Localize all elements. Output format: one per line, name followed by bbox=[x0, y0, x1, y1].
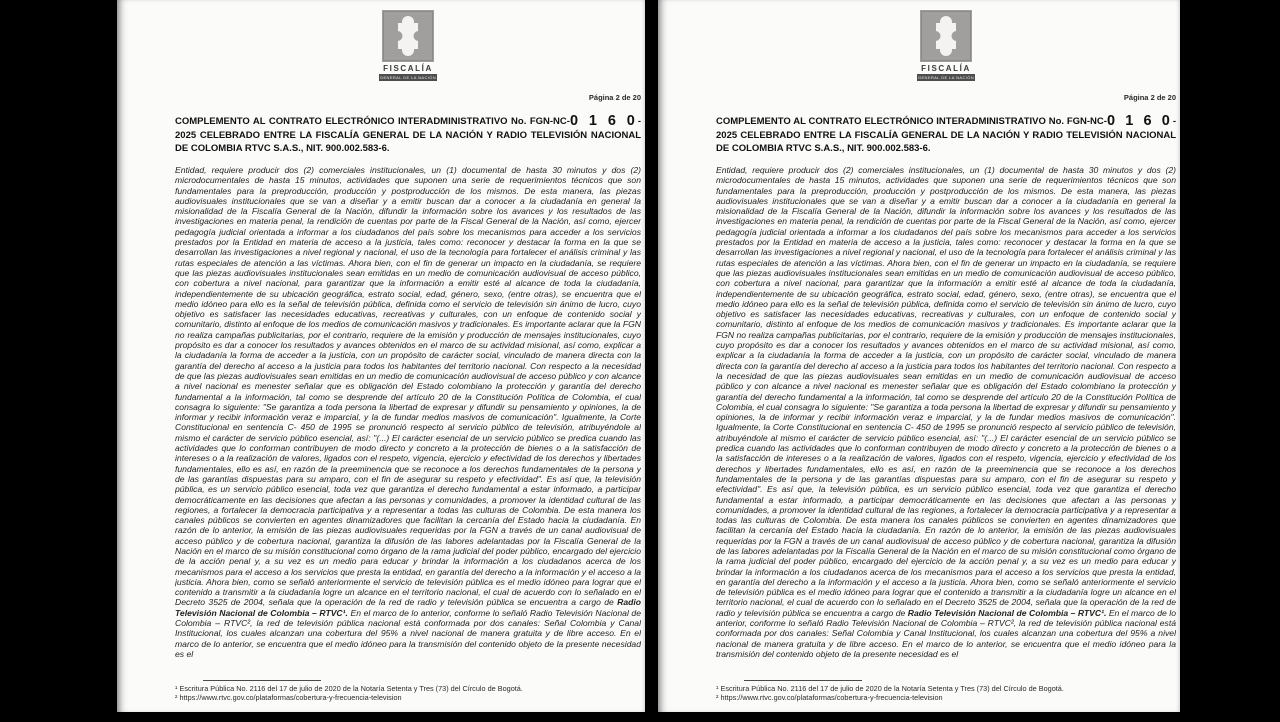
page-number: Página 2 de 20 bbox=[588, 93, 641, 102]
footnote-separator bbox=[203, 680, 321, 681]
title-rest: CELEBRADO ENTRE LA FISCALÍA GENERAL DE LA NACIÓN Y RADIO TELEVISIÓN NACIONAL DE COLOMBIA RTVC S.A.S., NIT. 900.002.583-6. bbox=[716, 129, 1176, 154]
document-body: Entidad, requiere producir dos (2) comerciales institucionales, un (1) documental de hasta 30 minutos y dos (2) microdocumentales de hasta 15 minutos, actividades que suponen una serie de requerimientos técnicos que son fundamentales para la preproducción, producción y postproducción de los mismos. De esta manera, las piezas audiovisuales institucionales que se van a diseñar y a emitir buscan dar a conocer a la ciudadanía en general la misionalidad de la Fiscalía General de la Nación, difundir la información sobre los avances y los resultados de las investigaciones en materia penal, la rendición de cuentas por parte de la Fiscal General de la Nación, así como, ejercer pedagogía judicial orientada a informar a los ciudadanos del país sobre los mecanismos para acceder a los servicios prestados por la Entidad en materia de acceso a la justicia, tales como: reconocer y destacar la forma en la que se desarrollan las investigaciones a nivel regional y nacional, el uso de la tecnología para fortalecer el análisis criminal y las rutas especiales de atención a las víctimas. Ahora bien, con el fin de generar un impacto en la ciudadanía, se requiere que las piezas audiovisuales institucionales sean emitidas en un medio de comunicación audiovisual de acceso público, con cobertura a nivel nacional, para garantizar que la información a emitir esté al alcance de toda la ciudadanía, independientemente de su ubicación geográfica, estrato social, edad, género, sexo, (entre otras), se encuentra que el medio idóneo para ello es la señal de televisión pública, definida como el servicio de televisión sin ánimo de lucro, cuyo objetivo es satisfacer las necesidades educativas, recreativas y culturales, con un enfoque de contenido social y comunitario, distinto al enfoque de los medios de comunicación masivos y tradicionales. Es importante aclarar que la FGN no realiza campañas publicitarias, por el contrario, requiere de la emisión y producción de mensajes institucionales, cuyo propósito es dar a conocer los resultados y avances obtenidos en el marco de su actividad misional, así como, explicar a la ciudadanía la forma de acceder a la justicia, con un propósito de carácter social, vinculado de manera directa con la garantía del derecho al acceso a la justicia para todos los habitantes del territorio nacional. Con respecto a la necesidad de que las piezas audiovisuales sean emitidas en un medio de comunicación audiovisual de acceso público y con alcance a nivel nacional es menester señalar que es obligación del Estado colombiano la protección y garantía del derecho fundamental a la información, tal como se desprende del artículo 20 de la Constitución Política de Colombia, el cual consagra lo siguiente: "Se garantiza a toda persona la libertad de expresar y difundir su pensamiento y opiniones, la de informar y recibir información veraz e imparcial, y la de fundar medios masivos de comunicación". Igualmente, la Corte Constitucional en sentencia C- 450 de 1995 se pronunció respecto al servicio público de televisión, atribuyéndole al mismo el carácter de servicio público esencial, así: "(...) El carácter esencial de un servicio público se predica cuando las actividades que lo conforman contribuyen de modo directo y concreto a la protección de bienes o a la satisfacción de intereses o a la realización de valores, ligados con el respeto, vigencia, ejercicio y efectividad de los derechos y libertades fundamentales, ello es así, en razón de la preeminencia que se reconoce a los derechos fundamentales de la persona y de las garantías dispuestas para su amparo, con el fin de asegurar su respeto y efectividad". Es así que, la televisión pública, es un servicio público esencial, toda vez que garantiza el derecho fundamental a estar informado, a participar democráticamente en las decisiones que afectan a las personas y comunidades, a promover la identidad cultural de las regiones, a fortalecer la democracia participativa y a representar a todas las culturas de Colombia. De esta manera los canales públicos se convierten en agentes dinamizadores que facilitan la cercanía del Estado hacia la ciudadanía. En razón de lo anterior, la emisión de las piezas audiovisuales requeridas por la FGN a través de un canal audiovisual de acceso público y de cobertura nacional, garantiza la difusión de las labores adelantadas por la Fiscalía General de la Nación en el marco de su misión constitucional como órgano de la rama judicial del poder público, encargado del ejercicio de la acción penal y, a su vez es un medio para educar y brindar la información a los ciudadanos acerca de los mecanismos para el acceso a los servicios que presta la entidad, en garantía del derecho a la información y el acceso a la justicia. Ahora bien, como se señaló anteriormente el servicio de televisión pública es el medio idóneo para lograr que el contenido a transmitir a la ciudadanía logre un alcance en el territorio nacional, el cual de acuerdo con lo señalado en el Decreto 3525 de 2004, señala que la operación de la red de radio y televisión pública se encuentra a cargo de Radio Televisión Nacional de Colombia – RTVC¹. En el marco de lo anterior, conforme lo señaló Radio Televisión Nacional de Colombia – RTVC², la red de televisión pública nacional está conformada por dos canales: Señal Colombia y Canal Institucional, los cuales alcanzan una cobertura del 95% a nivel nacional de manera gratuita y de libre acceso. En el marco de lo anterior, se encuentra que el medio idóneo para la transmisión del contenido objeto de la presente necesidad es el bbox=[716, 165, 1176, 659]
page-content bbox=[658, 10, 1180, 722]
document-title bbox=[175, 115, 641, 156]
contract-number-stamp: 0 1 6 0 bbox=[1106, 113, 1173, 129]
fiscalia-logo bbox=[917, 10, 975, 81]
logo-subtitle-bar: GENERAL DE LA NACIÓN bbox=[917, 75, 975, 80]
puzzle-piece-icon bbox=[382, 10, 434, 62]
document-body: Entidad, requiere producir dos (2) comerciales institucionales, un (1) documental de hasta 30 minutos y dos (2) microdocumentales de hasta 15 minutos, actividades que suponen una serie de requerimientos técnicos que son fundamentales para la preproducción, producción y postproducción de los mismos. De esta manera, las piezas audiovisuales institucionales que se van a diseñar y a emitir buscan dar a conocer a la ciudadanía en general la misionalidad de la Fiscalía General de la Nación, difundir la información sobre los avances y los resultados de las investigaciones en materia penal, la rendición de cuentas por parte de la Fiscal General de la Nación, así como, ejercer pedagogía judicial orientada a informar a los ciudadanos del país sobre los mecanismos para acceder a los servicios prestados por la Entidad en materia de acceso a la justicia, tales como: reconocer y destacar la forma en la que se desarrollan las investigaciones a nivel regional y nacional, el uso de la tecnología para fortalecer el análisis criminal y las rutas especiales de atención a las víctimas. Ahora bien, con el fin de generar un impacto en la ciudadanía, se requiere que las piezas audiovisuales institucionales sean emitidas en un medio de comunicación audiovisual de acceso público, con cobertura a nivel nacional, para garantizar que la información a emitir esté al alcance de toda la ciudadanía, independientemente de su ubicación geográfica, estrato social, edad, género, sexo, (entre otras), se encuentra que el medio idóneo para ello es la señal de televisión pública, definida como el servicio de televisión sin ánimo de lucro, cuyo objetivo es satisfacer las necesidades educativas, recreativas y culturales, con un enfoque de contenido social y comunitario, distinto al enfoque de los medios de comunicación masivos y tradicionales. Es importante aclarar que la FGN no realiza campañas publicitarias, por el contrario, requiere de la emisión y producción de mensajes institucionales, cuyo propósito es dar a conocer los resultados y avances obtenidos en el marco de su actividad misional, así como, explicar a la ciudadanía la forma de acceder a la justicia, con un propósito de carácter social, vinculado de manera directa con la garantía del derecho al acceso a la justicia para todos los habitantes del territorio nacional. Con respecto a la necesidad de que las piezas audiovisuales sean emitidas en un medio de comunicación audiovisual de acceso público y con alcance a nivel nacional es menester señalar que es obligación del Estado colombiano la protección y garantía del derecho fundamental a la información, tal como se desprende del artículo 20 de la Constitución Política de Colombia, el cual consagra lo siguiente: "Se garantiza a toda persona la libertad de expresar y difundir su pensamiento y opiniones, la de informar y recibir información veraz e imparcial, y la de fundar medios masivos de comunicación". Igualmente, la Corte Constitucional en sentencia C- 450 de 1995 se pronunció respecto al servicio público de televisión, atribuyéndole al mismo el carácter de servicio público esencial, así: "(...) El carácter esencial de un servicio público se predica cuando las actividades que lo conforman contribuyen de modo directo y concreto a la protección de bienes o a la satisfacción de intereses o a la realización de valores, ligados con el respeto, vigencia, ejercicio y efectividad de los derechos y libertades fundamentales, ello es así, en razón de la preeminencia que se reconoce a los derechos fundamentales de la persona y de las garantías dispuestas para su amparo, con el fin de asegurar su respeto y efectividad". Es así que, la televisión pública, es un servicio público esencial, toda vez que garantiza el derecho fundamental a estar informado, a participar democráticamente en las decisiones que afectan a las personas y comunidades, a promover la identidad cultural de las regiones, a fortalecer la democracia participativa y a representar a todas las culturas de Colombia. De esta manera los canales públicos se convierten en agentes dinamizadores que facilitan la cercanía del Estado hacia la ciudadanía. En razón de lo anterior, la emisión de las piezas audiovisuales requeridas por la FGN a través de un canal audiovisual de acceso público y de cobertura nacional, garantiza la difusión de las labores adelantadas por la Fiscalía General de la Nación en el marco de su misión constitucional como órgano de la rama judicial del poder público, encargado del ejercicio de la acción penal y, a su vez es un medio para educar y brindar la información a los ciudadanos acerca de los mecanismos para el acceso a los servicios que presta la entidad, en garantía del derecho a la información y el acceso a la justicia. Ahora bien, como se señaló anteriormente el servicio de televisión pública es el medio idóneo para lograr que el contenido a transmitir a la ciudadanía logre un alcance en el territorio nacional, el cual de acuerdo con lo señalado en el Decreto 3525 de 2004, señala que la operación de la red de radio y televisión pública se encuentra a cargo de Radio Televisión Nacional de Colombia – RTVC¹. En el marco de lo anterior, conforme lo señaló Radio Televisión Nacional de Colombia – RTVC², la red de televisión pública nacional está conformada por dos canales: Señal Colombia y Canal Institucional, los cuales alcanzan una cobertura del 95% a nivel nacional de manera gratuita y de libre acceso. En el marco de lo anterior, se encuentra que el medio idóneo para la transmisión del contenido objeto de la presente necesidad es el bbox=[175, 165, 641, 659]
title-rest: CELEBRADO ENTRE LA FISCALÍA GENERAL DE LA NACIÓN Y RADIO TELEVISIÓN NACIONAL DE COLOMBIA RTVC S.A.S., NIT. 900.002.583-6. bbox=[175, 129, 641, 154]
page-number: Página 2 de 20 bbox=[1123, 93, 1176, 102]
footnote-1: ¹ Escritura Pública No. 2116 del 17 de julio de 2020 de la Notaría Setenta y Tres (73) del Círculo de Bogotá. bbox=[175, 684, 523, 693]
footnotes bbox=[175, 680, 635, 702]
document-title bbox=[716, 115, 1176, 156]
footnote-2: ² https://www.rtvc.gov.co/plataformas/cobertura-y-frecuencia-television bbox=[175, 693, 402, 702]
contract-number-stamp: 0 1 6 0 bbox=[569, 113, 638, 129]
footnote-separator bbox=[744, 680, 862, 681]
title-prefix: COMPLEMENTO AL CONTRATO ELECTRÓNICO INTERADMINISTRATIVO No. FGN-NC- bbox=[716, 116, 1107, 127]
footnote-2: ² https://www.rtvc.gov.co/plataformas/cobertura-y-frecuencia-television bbox=[716, 693, 943, 702]
logo-wordmark: FISCALÍA bbox=[921, 64, 971, 73]
document-page-left bbox=[117, 0, 645, 712]
page-content bbox=[117, 10, 645, 722]
logo-wordmark: FISCALÍA bbox=[383, 64, 433, 73]
fiscalia-logo bbox=[379, 10, 437, 81]
title-suffix: -2025 bbox=[716, 116, 1176, 141]
title-prefix: COMPLEMENTO AL CONTRATO ELECTRÓNICO INTERADMINISTRATIVO No. FGN-NC- bbox=[175, 116, 570, 127]
puzzle-piece-icon bbox=[920, 10, 972, 62]
logo-subtitle-bar: GENERAL DE LA NACIÓN bbox=[379, 75, 437, 80]
title-suffix: -2025 bbox=[175, 116, 641, 141]
footnotes bbox=[716, 680, 1170, 702]
document-page-right bbox=[658, 0, 1180, 712]
footnote-1: ¹ Escritura Pública No. 2116 del 17 de julio de 2020 de la Notaría Setenta y Tres (73) del Círculo de Bogotá. bbox=[716, 684, 1064, 693]
